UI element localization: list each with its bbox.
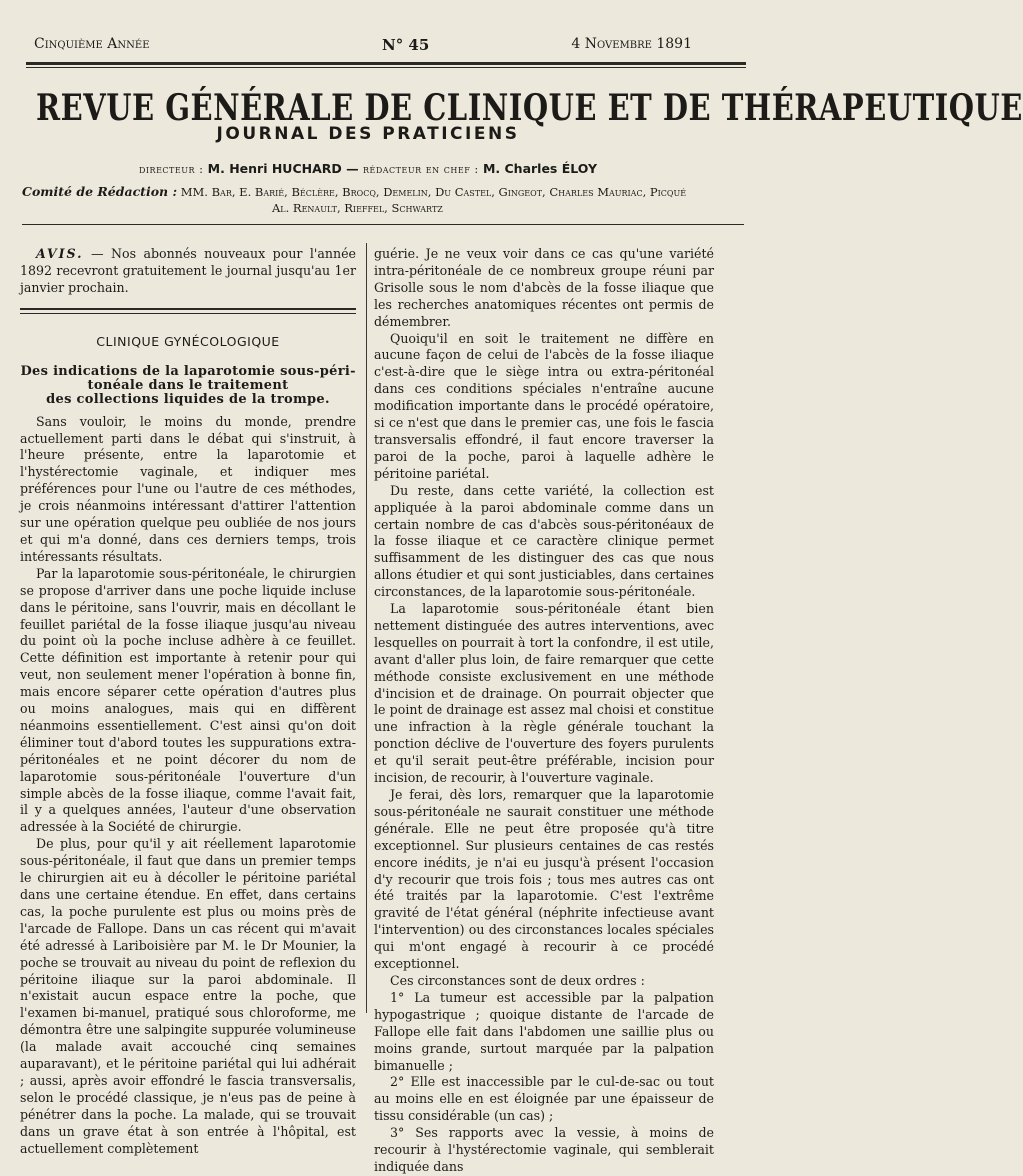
subscription-notice: [20, 246, 356, 297]
article-title: [20, 365, 356, 407]
redacteur-name: M. Charles ÉLOY: [482, 161, 598, 176]
masthead-bottom-rule: [22, 224, 744, 225]
redacteur-label: rédacteur en chef :: [363, 162, 483, 176]
article-paragraph: De plus, pour qu'il y ait réellement laparotomie sous-péritonéale, il faut que dans un premier temps le chirurgien ait eu à décoller le péritoine pariétal dans une certaine étendue. En effet, dans certains cas, la poche purulente est plus ou moins près de l'arcade de Fallope. Dans un cas récent qui m'avait été adressé à Lariboisière par M. le Dr Mounier, la poche se trouvait au niveau du point de reflexion du péritoine iliaque sur la paroi abdominale. Il n'existait aucun espace entre la poche, que l'examen bi-manuel, pratiqué sous chloroforme, me démontra être une salpingite suppurée volumineuse (la malade avait accouché cinq semaines auparavant), et le péritoine pariétal qui lui adhérait ; aussi, après avoir effondré le fascia transversalis, selon le procédé classique, je n'eus pas de peine à pénétrer dans la poche. La malade, qui se trouvait dans un grave état à son entrée à l'hôpital, est actuellement complètement: [20, 836, 356, 1156]
issue-date: 4 Novembre 1891: [571, 36, 692, 52]
notice-text: — Nos abonnés nouveaux pour l'année 1892 recevront gratuitement le journal jusqu'au 1er janvier prochain.: [20, 246, 356, 295]
article-list-item: 3° Ses rapports avec la vessie, à moins de recourir à l'hystérectomie vaginale, qui semblerait indiquée dans: [374, 1125, 714, 1174]
article-paragraph: Je ferai, dès lors, remarquer que la laparotomie sous-péritonéale ne saurait constituer une méthode générale. Elle ne peut être proposée qu'à titre exceptionnel. Sur plusieurs centaines de cas restés encore inédits, je n'ai eu jusqu'à présent l'occasion d'y recourir que trois fois ; tous mes autres cas ont été traités par la laparotomie. C'est l'extrême gravité de l'état général (néphrite infectieuse avant l'intervention) ou des circonstances locales spéciales qui m'ont engagé à recourir à ce procédé exceptionnel.: [374, 787, 714, 972]
article-paragraph: Quoiqu'il en soit le traitement ne diffère en aucune façon de celui de l'abcès de la fosse iliaque c'est-à-dire que le siège intra ou extra-péritonéal dans ces conditions spéciales n'entraîne aucune modification importante dans le procédé opératoire, si ce n'est que dans le premier cas, une fois le fascia transversalis effondré, il faut encore traverser la paroi de la poche, paroi à laquelle adhère le péritoine pariétal.: [374, 330, 714, 481]
header-rule-thick: [26, 62, 746, 65]
journal-title: REVUE GÉNÉRALE DE CLINIQUE ET DE THÉRAPEUTIQUE: [36, 86, 1023, 129]
committee-names-line2: Al. Renault, Rieffel, Schwartz: [272, 201, 443, 215]
article-list-item: 2° Elle est inaccessible par le cul-de-sac ou tout au moins elle en est éloignée par une épaisseur de tissu considérable (un cas) ;: [374, 1074, 714, 1124]
article-list-item: 1° La tumeur est accessible par la palpation hypogastrique ; quoique distante de l'arcade de Fallope elle fait dans l'abdomen une saillie plus ou moins grande, surtout marquée par la palpation bimanuelle ;: [374, 989, 714, 1073]
right-column: [374, 246, 714, 1176]
direction-dash: —: [341, 161, 363, 176]
notice-label: AVIS.: [36, 246, 84, 261]
article-paragraph: Du reste, dans cette variété, la collection est appliquée à la paroi abdominale comme dans un certain nombre de cas d'abcès sous-péritonéaux de la fosse iliaque et ce caractère clinique permet suffisamment de les distinguer des cas que nous allons étudier et qui sont justiciables, dans certaines circonstances, de la laparotomie sous-péritonéale.: [374, 482, 714, 600]
directeur-label: directeur :: [138, 162, 208, 176]
editorial-committee: [22, 184, 742, 216]
article-paragraph: Par la laparotomie sous-péritonéale, le chirurgien se propose d'arriver dans une poche liquide incluse dans le péritoine, sans l'ouvrir, mais en décollant le feuillet pariétal de la fosse iliaque jusqu'au niveau du point où la poche incluse adhère à ce feuillet. Cette définition est importante à retenir pour qui veut, non seulement mener l'opération à bonne fin, mais encore séparer cette opération d'autres plus ou moins analogues, mais qui en diffèrent néanmoins essentiellement. C'est ainsi qu'on doit éliminer tout d'abord toutes les suppurations extra-péritonéales et ne point décorer du nom de laparotomie sous-péritonéale l'ouverture d'un simple abcès de la fosse iliaque, comme l'avait fait, il y a quelques années, l'auteur d'une observation adressée à la Société de chirurgie.: [20, 565, 356, 835]
issue-header: [34, 36, 692, 56]
issue-year: Cinquième Année: [34, 36, 150, 52]
notice-rule-thin: [20, 313, 356, 314]
article-paragraph: Sans vouloir, le moins du monde, prendre actuellement parti dans le débat qui s'instruit, à l'heure présente, entre la laparotomie et l'hystérectomie vaginale, et indiquer mes préférences pour l'une ou l'autre de ces méthodes, je crois néanmoins intéressant d'attirer l'attention sur une opération quelque peu oubliée de nos jours et qui m'a donné, dans ces derniers temps, trois intéressants résultats.: [20, 413, 356, 564]
article-paragraph: La laparotomie sous-péritonéale étant bien nettement distinguée des autres interventions, avec lesquelles on pourrait à tort la confondre, il est utile, avant d'aller plus loin, de faire remarquer que cette méthode consiste exclusivement en une méthode d'incision et de drainage. On pourrait objecter que le point de drainage est assez mal choisi et constitue une infraction à la règle générale touchant la ponction déclive de l'ouverture des foyers purulents et qu'il serait peut-être préférable, incision pour incision, de recourir, à l'ouverture vaginale.: [374, 601, 714, 786]
article-title-line1: Des indications de la laparotomie sous-péritonéale dans le traitement: [20, 363, 356, 393]
column-divider: [366, 243, 367, 1013]
direction-line: [36, 161, 700, 176]
committee-label: Comité de Rédaction :: [22, 184, 178, 199]
directeur-name: M. Henri HUCHARD: [207, 161, 342, 176]
article-paragraph: Ces circonstances sont de deux ordres :: [390, 972, 645, 988]
section-rubric: CLINIQUE GYNÉCOLOGIQUE: [96, 333, 280, 349]
article-title-line2: des collections liquides de la trompe.: [46, 391, 330, 407]
left-column: [20, 246, 356, 1158]
committee-names-line1: MM. Bar, E. Barié, Béclère, Brocq, Demelin, Du Castel, Gingeot, Charles Mauriac, Picqué: [180, 185, 687, 199]
article-paragraph: guérie. Je ne veux voir dans ce cas qu'une variété intra-péritonéale de ce nombreux groupe réuni par Grisolle sous le nom d'abcès de la fosse iliaque que les recherches anatomiques récentes ont permis de démembrer.: [374, 246, 714, 329]
journal-subtitle: JOURNAL DES PRATICIENS: [216, 124, 520, 144]
issue-number: N° 45: [382, 36, 430, 54]
notice-rule-thick: [20, 308, 356, 310]
header-rule-thin: [26, 67, 746, 68]
